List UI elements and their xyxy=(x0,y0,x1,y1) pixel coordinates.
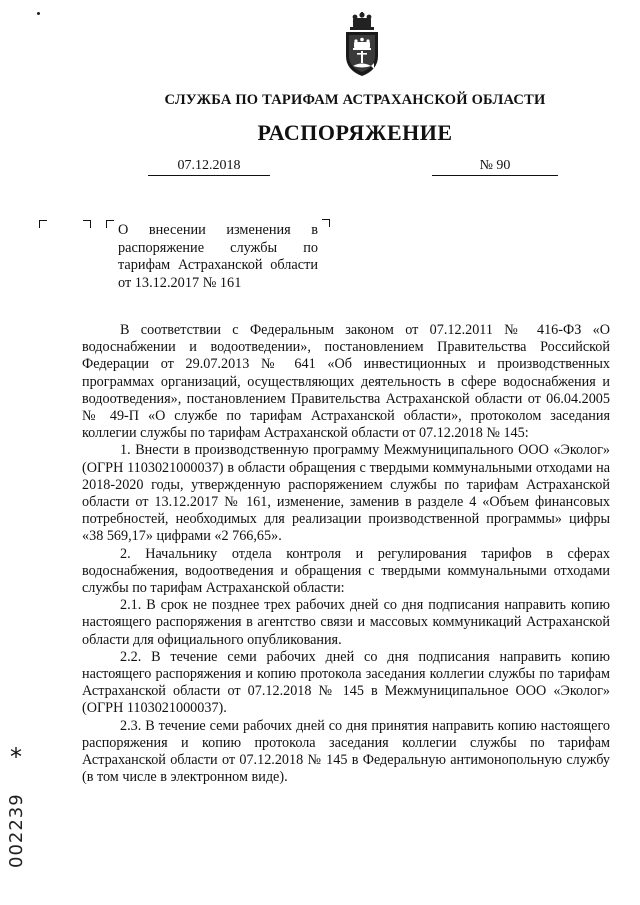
body-paragraph: 1. Внести в производственную программу Межмуниципального ООО «Эколог» (ОГРН 1103021000037) в области обращения с твердыми коммунальными отходами на 2018-2020 годы, утвержденную распоряжением службы по тарифам Астраханской области от 13.12.2017 № 161, изменение, заменив в разделе 4 «Объем финансовых потребностей, необходимых для реализации производственной программы» цифры «38 569,17» цифрами «2 766,65». xyxy=(82,442,610,545)
document-body xyxy=(82,322,610,786)
bracket-corner-left xyxy=(39,220,47,228)
document-type-title: РАСПОРЯЖЕНИЕ xyxy=(257,120,453,145)
body-paragraph: 2.1. В срок не позднее трех рабочих дней со дня подписания направить копию настоящего распоряжения в агентство связи и массовых коммуникаций Астраханской области для официального опубликования. xyxy=(82,597,610,648)
document-date: 07.12.2018 xyxy=(148,158,270,176)
margin-mark: * xyxy=(10,743,22,771)
body-paragraph: 2. Начальнику отдела контроля и регулирования тарифов в сферах водоснабжения, водоотведения и обращения с твердыми коммунальными отходами службы по тарифам Астраханской области: xyxy=(82,545,610,597)
body-paragraph: 2.2. В течение семи рабочих дней со дня подписания направить копию настоящего распоряжения и копию протокола заседания коллегии службы по тарифам Астраханской области от 07.12.2018 № 145 в Межмуниципальное ООО «Эколог» (ОГРН 1103021000037). xyxy=(82,648,610,717)
astrakhan-coat-of-arms-icon xyxy=(340,12,384,78)
body-paragraph: В соответствии с Федеральным законом от 07.12.2011 № 416-ФЗ «О водоснабжении и водоотведении», постановлением Правительства Российской Федерации от 29.07.2013 № 641 «Об инвестиционных и производственных программах организаций, осуществляющих деятельность в сфере водоснабжения и водоотведения», постановлением Правительства Астраханской области от 06.04.2005 № 49-П «О службе по тарифам Астраханской области», протоколом заседания коллегии службы по тарифам Астраханской области от 07.12.2018 № 145: xyxy=(82,322,610,442)
registration-number: 002239 xyxy=(6,793,27,868)
bracket-corner-subject-right xyxy=(322,219,330,227)
document-number: № 90 xyxy=(432,158,558,176)
bracket-corner-subject-left xyxy=(106,220,114,228)
document-subject: О внесении изменения в распоряжение службы по тарифам Астраханской области от 13.12.2017 № 161 xyxy=(118,222,318,291)
bracket-corner-left-inner xyxy=(83,220,91,228)
scan-dot xyxy=(37,12,40,15)
organization-name: СЛУЖБА ПО ТАРИФАМ АСТРАХАНСКОЙ ОБЛАСТИ xyxy=(164,92,546,108)
body-paragraph: 2.3. В течение семи рабочих дней со дня принятия направить копию настоящего распоряжения и копию протокола заседания коллегии службы по тарифам Астраханской области от 07.12.2018 № 145 в Федеральную антимонопольную службу (в том числе в электронном виде). xyxy=(82,717,610,786)
